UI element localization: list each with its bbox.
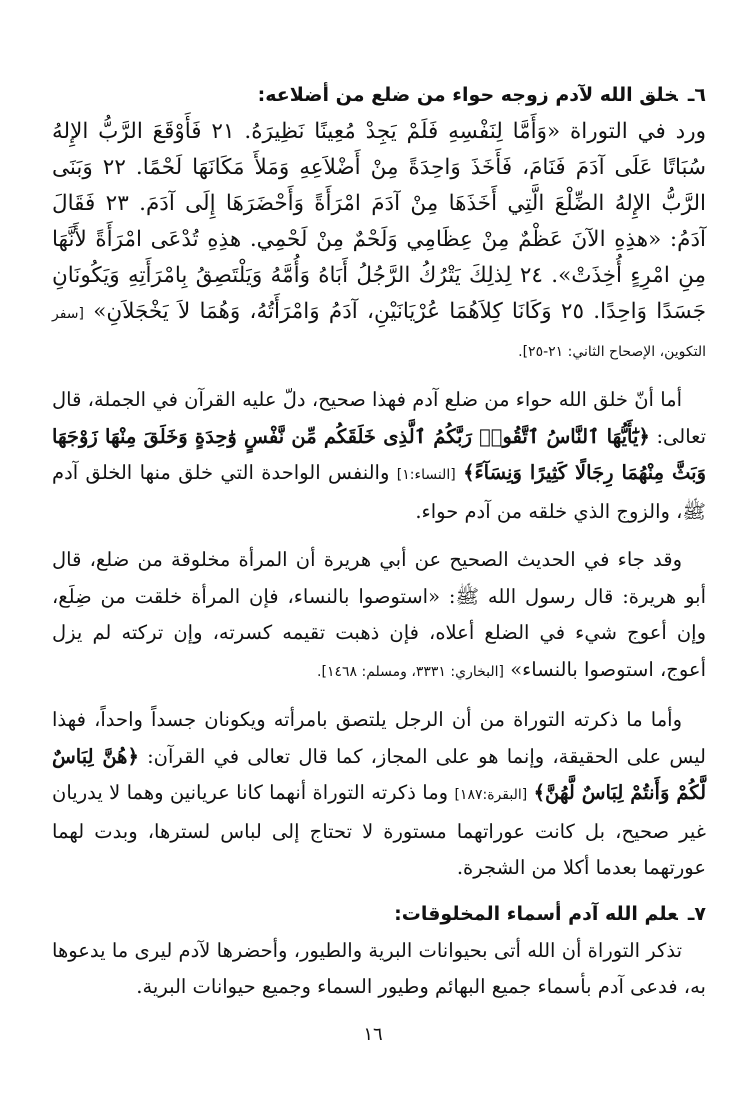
paragraph-1-rest: والنفس الواحدة التي خلق منها الخلق آدم ﷺ، والزوج الذي خلقه من آدم حواء. (52, 461, 706, 523)
paragraph-one-flesh (52, 702, 706, 887)
page-number: ١٦ (363, 1024, 383, 1045)
section-7-number: ٧ـ (687, 902, 706, 925)
paragraph-3-rest: وما ذكرته التوراة أنهما كانا عريانين وهما لا يدريان غير صحيح، بل كانت عوراتهما مستورة لا تحتاج إلى لباس لسترها، وبدت لهما عورتهما بعدما أكلا من الشجرة. (52, 781, 706, 879)
section-6-title: خلق الله لآدم زوجه حواء من ضلع من أضلاعه: (257, 84, 678, 106)
torah-quote (52, 114, 706, 370)
hadith-reference: [البخاري: ٣٣٣١، ومسلم: ١٤٦٨]. (317, 663, 504, 680)
quran-verse-nisa: ﴿يَٰٓأَيُّهَا ٱلنَّاسُ ٱتَّقُوا۟ رَبَّكُمُ ٱلَّذِى خَلَقَكُم مِّن نَّفْسٍ وَٰحِدَةٍ وَخَلَقَ مِنْهَا زَوْجَهَا وَبَثَّ مِنْهُمَا رِجَالًا كَثِيرًا وَنِسَآءً﴾ (52, 424, 707, 484)
paragraph-naming-animals (52, 933, 706, 1006)
quran-verse-baqara: ﴿هُنَّ لِبَاسٌ لَّكُمْ وَأَنتُمْ لِبَاسٌ لَّهُنَّ﴾ (52, 744, 707, 804)
paragraph-creation-from-rib (52, 382, 706, 530)
section-6-heading (52, 80, 706, 110)
torah-quote-reference: [سفر التكوين، الإصحاح الثاني: ٢١-٢٥]. (52, 306, 706, 360)
page-body (52, 80, 706, 1060)
paragraph-3-intro: وأما ما ذكرته التوراة من أن الرجل يلتصق بامرأته ويكونان جسداً واحداً، فهذا ليس على الحقيقة، وإنما هو على المجاز، كما قال تعالى في القرآن: (52, 708, 707, 768)
section-7-heading (52, 899, 706, 929)
quran-verse-nisa-reference: [النساء:١] (396, 467, 456, 483)
paragraph-1-intro: أما أنّ خلق الله حواء من ضلع آدم فهذا صحيح، دلّ عليه القرآن في الجملة، قال تعالى: (52, 388, 706, 448)
paragraph-4-text: تذكر التوراة أن الله أتى بحيوانات البرية والطيور، وأحضرها لآدم ليرى ما يدعوها به، فدعى آدم بأسماء جميع البهائم وطيور السماء وجميع حيوانات البرية. (52, 938, 706, 998)
quran-verse-baqara-reference: [البقرة:١٨٧] (454, 787, 528, 803)
section-6-number: ٦ـ (687, 84, 706, 106)
torah-quote-text: ورد في التوراة «وَأَمَّا لِنَفْسِهِ فَلَمْ يَجِدْ مُعِينًا نَظِيرَهُ. ٢١ فَأَوْقَعَ الرَّبُّ الإِلهُ سُبَاتًا عَلَى آدَمَ فَنَامَ، فَأَخَذَ وَاحِدَةً مِنْ أَضْلاَعِهِ وَمَلأَ مَكَانَهَا لَحْمًا. ٢٢ وَبَنَى الرَّبُّ الإِلهُ الضِّلْعَ الَّتِي أَخَذَهَا مِنْ آدَمَ امْرَأَةً وَأَحْضَرَهَا إِلَى آدَمَ. ٢٣ فَقَالَ آدَمُ: «هذِهِ الآنَ عَظْمٌ مِنْ عِظَامِي وَلَحْمٌ مِنْ لَحْمِي. هذِهِ تُدْعَى امْرَأَةً لأَنَّهَا مِنِ امْرِءٍ أُخِذَتْ». ٢٤ لِذلِكَ يَتْرُكُ الرَّجُلُ أَبَاهُ وَأُمَّهُ وَيَلْتَصِقُ بِامْرَأَتِهِ وَيَكُونَانِ جَسَدًا وَاحِدًا. ٢٥ وَكَانَا كِلاَهُمَا عُرْيَانَيْنِ، آدَمُ وَامْرَأَتُهُ، وَهُمَا لاَ يَخْجَلاَنِ» (52, 119, 707, 324)
paragraph-hadith (52, 542, 706, 690)
section-7-title: علم الله آدم أسماء المخلوقات: (394, 902, 678, 925)
hadith-text: وقد جاء في الحديث الصحيح عن أبي هريرة أن المرأة مخلوقة من ضلع، قال أبو هريرة: قال رسول الله ﷺ: «استوصوا بالنساء، فإن المرأة خلقت من ضِلَع، وإن أعوج شيء في الضلع أعلاه، فإن ذهبت تقيمه كسرته، وإن تركته لم يزل أعوج، استوصوا بالنساء» (52, 548, 706, 681)
